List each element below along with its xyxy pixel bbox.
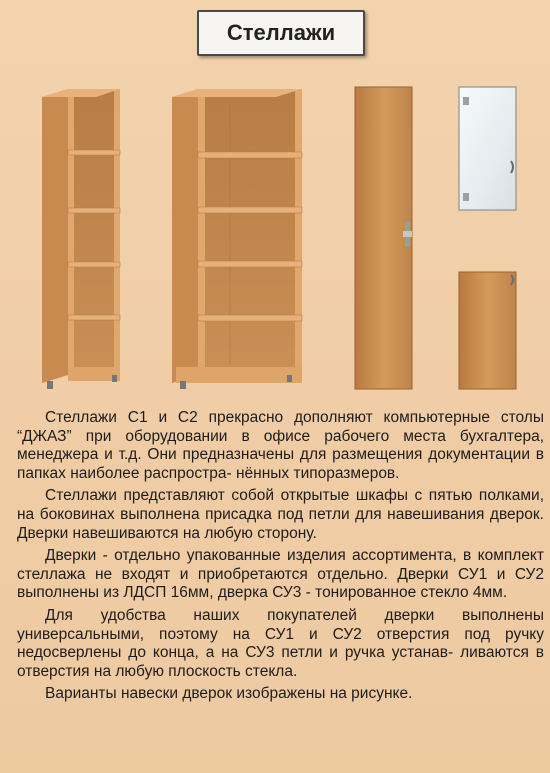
shelving-unit-narrow — [42, 89, 120, 389]
door-glass — [459, 87, 516, 210]
door-tall — [355, 87, 412, 389]
paragraph-1: Стеллажи С1 и С2 прекрасно дополняют компьютерные столы “ДЖАЗ” при оборудовании в офисе рабочего места бухгалтера, менеджера и т.д. Они предназначены для размещения документации в папках наиболее распростра- нённых типоразмеров. — [17, 409, 544, 482]
paragraph-2: Стеллажи представляют собой открытые шкафы с пятью полками, на боковинах выполнена присадка под петли для навешивания дверок. Дверки навешиваются на любую сторону. — [17, 487, 544, 542]
product-illustration — [0, 75, 550, 405]
page-title: Стеллажи — [226, 20, 336, 45]
paragraph-5: Варианты навески дверок изображены на рисунке. — [45, 685, 413, 703]
paragraph-4: Для удобства наших покупателей дверки выполнены универсальными, поэтому на СУ1 и СУ2 отверстия под ручку недосверлены до конца, а на СУ3 петли и ручка устанав- ливаются в отверстия на любую плоскость стекла. — [17, 606, 544, 680]
page-title-box — [197, 10, 365, 56]
door-short — [459, 272, 516, 389]
shelving-unit-wide — [172, 89, 302, 389]
paragraph-3: Дверки - отдельно упакованные изделия ассортимента, в комплект стеллажа не входят и приобретаются отдельно. Дверки СУ1 и СУ2 выполнены из ЛДСП 16мм, дверка СУ3 - тонированное стекло 4мм. — [17, 547, 544, 602]
description-text — [17, 409, 544, 708]
